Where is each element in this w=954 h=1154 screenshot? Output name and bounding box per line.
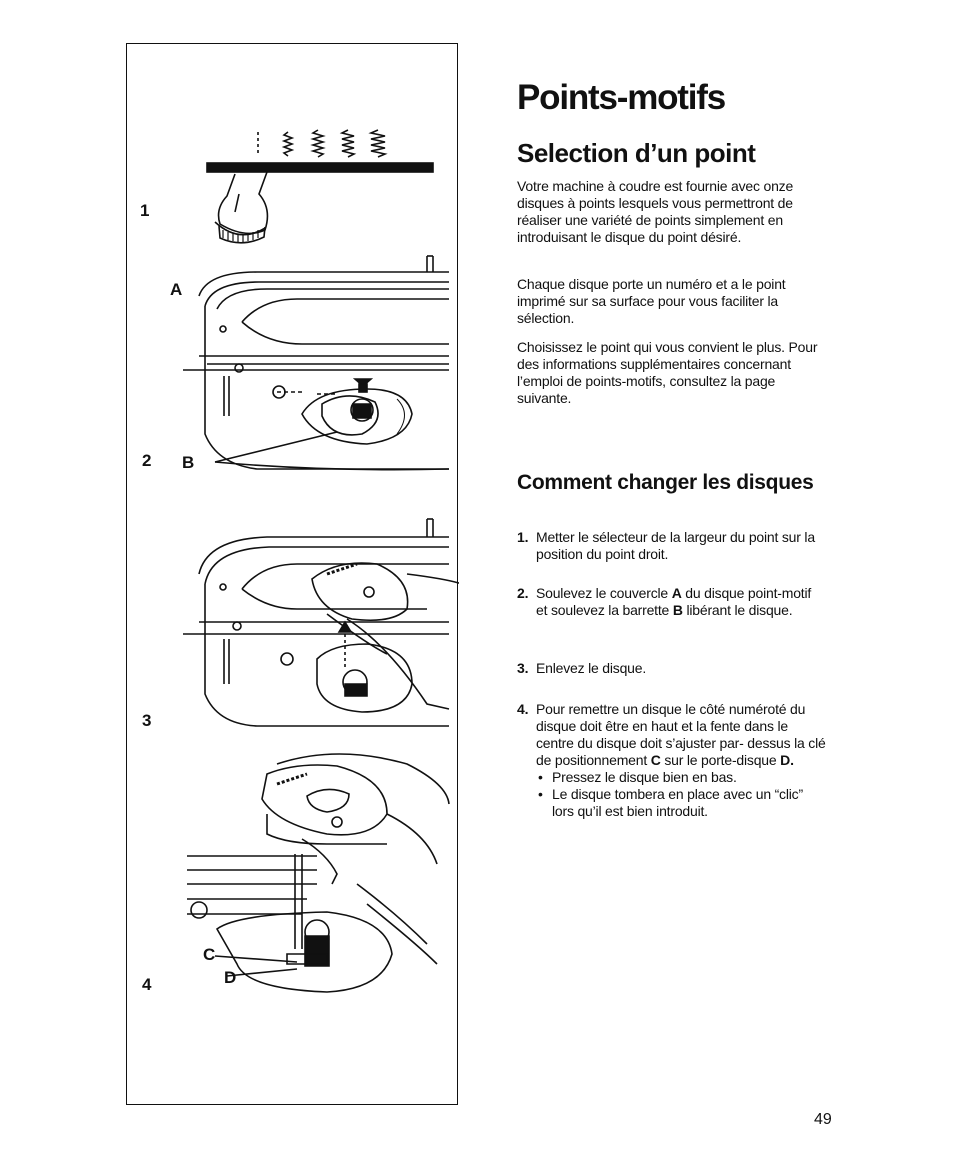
step-number: 2. (517, 585, 529, 601)
stitch-width-selector-drawing (207, 130, 433, 243)
callout-d: D (224, 968, 237, 987)
step-number: 3. (517, 660, 529, 676)
step-bold-ref: C (650, 752, 661, 768)
disc-insertion-drawing (187, 754, 449, 992)
figure-number-1: 1 (140, 201, 150, 220)
section-heading: Comment changer les disques (517, 471, 814, 494)
step-paragraph: Pour remettre un disque le côté numéroté du disque doit être en haut et la fente dans le centre du disque doit s’ajuster par- dessus la clé de positionnement C sur le porte-disque D. (536, 701, 826, 768)
bullet-text: Pressez le disque bien en bas. (552, 769, 737, 785)
step-text: Enlevez le disque. (536, 660, 647, 676)
intro-paragraph-3: Choisissez le point qui vous convient le plus. Pour des informations supplémentaires concernant l’emploi de points-motifs, consultez la page suivante. (517, 339, 818, 406)
step-text (536, 701, 826, 820)
figure-number-4: 4 (142, 975, 152, 994)
step-bold-ref: A (671, 585, 682, 601)
figure-number-3: 3 (142, 711, 152, 730)
step-number: 4. (517, 701, 529, 717)
callout-b: B (182, 453, 195, 472)
disc-removal-drawing (183, 519, 459, 726)
sewing-machine-illustrations (127, 44, 459, 1106)
disc-cover-opened-drawing (183, 256, 449, 470)
step-number: 1. (517, 529, 529, 545)
intro-paragraph-2: Chaque disque porte un numéro et a le point imprimé sur sa surface pour vous faciliter la sélection. (517, 276, 786, 326)
step-bold-ref: D. (780, 752, 794, 768)
step-text: Soulevez le couvercle A du disque point-motif et soulevez la barrette B libérant le disque. (536, 585, 812, 618)
page-title: Points-motifs (517, 78, 726, 117)
bullet-item (536, 769, 826, 786)
illustration-frame (126, 43, 458, 1105)
callout-a: A (170, 280, 183, 299)
bullet-dot-icon: • (538, 786, 543, 802)
page-number: 49 (814, 1111, 832, 1128)
figure-number-2: 2 (142, 451, 152, 470)
section-subtitle: Selection d’un point (517, 138, 756, 168)
step-text: Metter le sélecteur de la largeur du point sur la position du point droit. (536, 529, 815, 562)
bullet-text: Le disque tombera en place avec un “clic” lors qu’il est bien introduit. (552, 786, 803, 819)
bullet-item (536, 786, 826, 820)
bullet-dot-icon: • (538, 769, 543, 785)
step-bold-ref: B (672, 602, 683, 618)
callout-c: C (203, 945, 216, 964)
intro-paragraph-1: Votre machine à coudre est fournie avec onze disques à points lesquels vous permettront de réaliser une variété de points simplement en introduisant le disque du point désiré. (517, 178, 794, 245)
